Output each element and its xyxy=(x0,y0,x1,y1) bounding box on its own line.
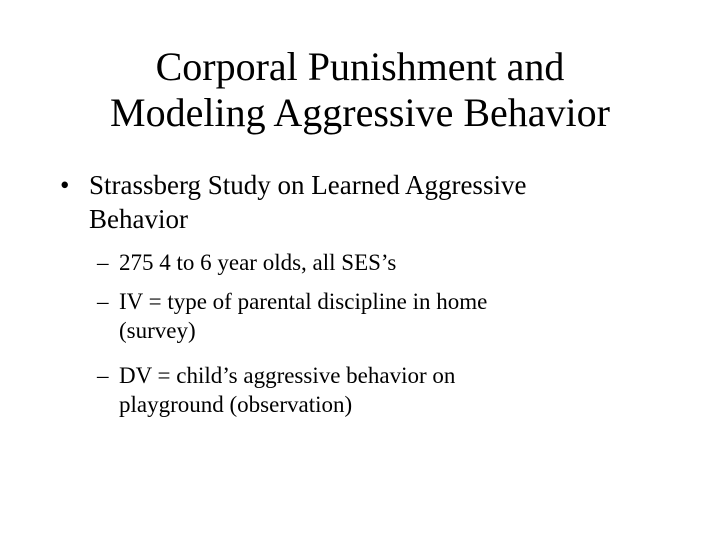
sub-bullet-text xyxy=(119,361,649,419)
sub-bullet-line-2: (survey) xyxy=(119,318,196,343)
sub-bullet-line-1: 275 4 to 6 year olds, all SES’s xyxy=(119,250,397,275)
sub-bullet-line-2: playground (observation) xyxy=(119,392,353,417)
slide-title-line-2: Modeling Aggressive Behavior xyxy=(110,90,610,135)
bullet-marker: • xyxy=(60,170,70,200)
sub-bullet-marker: – xyxy=(97,289,109,314)
sub-bullet-text xyxy=(119,248,649,277)
bullet-text-line-1: Strassberg Study on Learned Aggressive xyxy=(89,170,527,200)
sub-bullet-text xyxy=(119,287,649,345)
bullet-text-line-2: Behavior xyxy=(89,204,188,234)
sub-bullet-line-1: IV = type of parental discipline in home xyxy=(119,289,488,314)
slide-title-line-1: Corporal Punishment and xyxy=(155,44,565,89)
bullet-text xyxy=(89,168,659,236)
sub-bullet-marker: – xyxy=(97,250,109,275)
sub-bullet-line-1: DV = child’s aggressive behavior on xyxy=(119,363,456,388)
sub-bullet-marker: – xyxy=(97,363,109,388)
